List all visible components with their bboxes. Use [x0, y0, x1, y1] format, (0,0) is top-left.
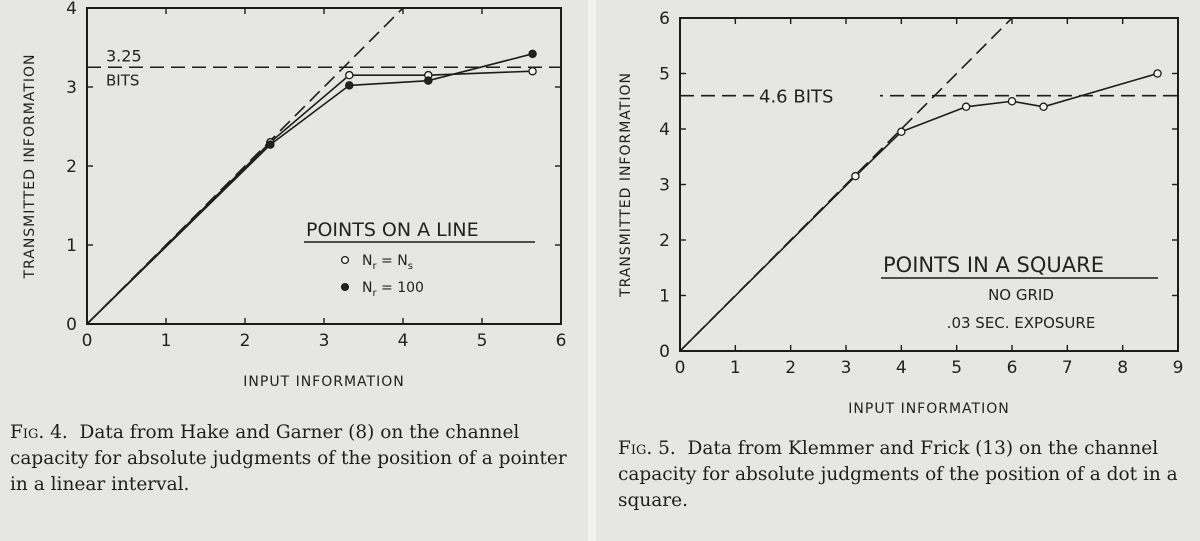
figure-5-panel [596, 0, 1200, 541]
capacity-label: 4.6 BITS [759, 86, 834, 108]
legend-line-3: .03 SEC. EXPOSURE [946, 314, 1096, 332]
plot-frame [680, 18, 1178, 351]
data-point-open [1040, 103, 1047, 110]
y-tick-label: 5 [659, 64, 670, 85]
panel-divider [588, 0, 596, 541]
legend-subscript: r [372, 261, 377, 272]
data-point-filled [529, 50, 536, 57]
legend-title: POINTS IN A SQUARE [883, 253, 1105, 277]
x-tick-label: 2 [785, 358, 797, 378]
data-point-open [962, 103, 969, 110]
y-tick-label: 4 [66, 0, 77, 19]
data-point-filled [346, 82, 353, 89]
data-point-open [1008, 98, 1015, 105]
y-tick-label: 3 [66, 78, 77, 98]
x-tick-label: 6 [555, 331, 567, 351]
series-line-open [680, 74, 1158, 352]
figure-5-caption-text: Data from Klemmer and Frick (13) on the channel capacity for absolute judgments of the position of a dot in a square. [618, 438, 1178, 511]
figure-4-caption [10, 420, 570, 498]
x-tick-label: 2 [239, 331, 251, 351]
data-point-filled [267, 141, 274, 148]
y-tick-label: 1 [66, 236, 77, 256]
legend-title: POINTS ON A LINE [306, 219, 479, 241]
legend-n: N [362, 280, 373, 296]
y-tick-label: 2 [659, 231, 670, 251]
capacity-unit-label: BITS [106, 71, 140, 90]
figure-5-caption [618, 436, 1188, 514]
x-tick-label: 0 [674, 358, 686, 378]
figure-5-number: Fig. 5. [618, 438, 676, 459]
y-tick-label: 4 [659, 120, 670, 140]
data-point-filled [425, 77, 432, 84]
x-tick-label: 1 [729, 358, 741, 378]
figure-4-panel [0, 0, 588, 541]
x-tick-label: 6 [1006, 358, 1018, 378]
y-tick-label: 3 [659, 175, 670, 196]
y-tick-label: 0 [66, 315, 77, 335]
y-axis-label: TRANSMITTED INFORMATION [618, 72, 634, 297]
legend-marker-filled [342, 284, 349, 291]
x-tick-label: 1 [160, 331, 172, 351]
x-tick-label: 0 [81, 331, 93, 351]
data-point-open [852, 173, 859, 180]
data-point-open [346, 72, 353, 79]
x-tick-label: 5 [951, 358, 963, 378]
plot-area [680, 18, 1178, 351]
legend-entry-label [362, 280, 424, 299]
legend-n: N [362, 253, 373, 269]
series-line-open [87, 71, 533, 324]
x-tick-label: 3 [840, 358, 852, 378]
legend-rest: = N [376, 253, 408, 269]
y-tick-label: 6 [659, 9, 670, 29]
y-tick-label: 0 [659, 342, 670, 362]
x-axis-label: INPUT INFORMATION [243, 374, 405, 390]
y-axis-label: TRANSMITTED INFORMATION [22, 53, 38, 279]
x-tick-label: 4 [397, 331, 409, 351]
legend-line-2: NO GRID [988, 286, 1054, 304]
series-line-filled [87, 54, 533, 324]
x-tick-label: 4 [895, 358, 907, 378]
x-axis-label: INPUT INFORMATION [848, 401, 1010, 417]
y-tick-label: 2 [66, 157, 77, 177]
legend-rest: = 100 [376, 280, 424, 296]
legend-subscript-2: s [407, 261, 413, 272]
data-point-open [529, 68, 536, 75]
legend-marker-open [342, 257, 349, 264]
x-tick-label: 9 [1172, 358, 1184, 378]
x-tick-label: 8 [1117, 358, 1129, 378]
data-point-open [1154, 70, 1161, 77]
capacity-value-label: 3.25 [106, 46, 142, 66]
figure-4-caption-text: Data from Hake and Garner (8) on the channel capacity for absolute judgments of the position of a pointer in a linear interval. [10, 422, 567, 495]
data-point-open [898, 128, 905, 135]
y-tick-label: 1 [659, 286, 670, 307]
x-tick-label: 3 [318, 331, 330, 351]
x-tick-label: 7 [1061, 358, 1073, 378]
x-tick-label: 5 [476, 331, 488, 351]
legend-entry-label [362, 253, 413, 272]
legend-subscript: r [372, 288, 377, 299]
figure-4-number: Fig. 4. [10, 422, 68, 443]
